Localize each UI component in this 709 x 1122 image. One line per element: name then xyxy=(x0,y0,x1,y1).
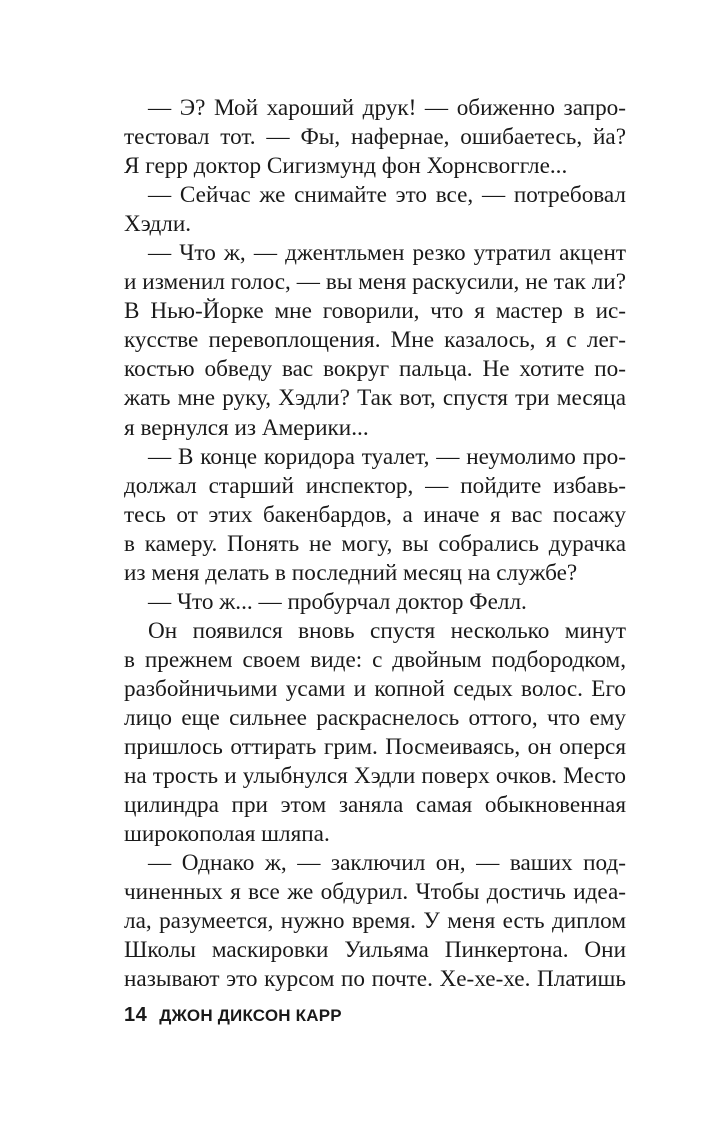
text-line: широкополая шляпа. xyxy=(124,821,330,848)
text-line: — В конце коридора туалет, — неумолимо про- xyxy=(148,443,626,470)
text-line: тестовал тот. — Фы, нафернае, ошибаетесь, йа? xyxy=(124,124,626,151)
text-line: — Сейчас же снимайте это все, — потребовал xyxy=(148,182,626,209)
text-line: Я герр доктор Сигизмунд фон Хорнсвоггле... xyxy=(124,153,568,180)
text-line: в прежнем своем виде: с двойным подбородком, xyxy=(124,646,626,673)
text-line: Он появился вновь спустя несколько минут xyxy=(148,617,626,644)
text-line: тесь от этих бакенбардов, а иначе я вас посажу xyxy=(124,501,626,528)
text-line: В Нью-Йорке мне говорили, что я мастер в ис- xyxy=(124,298,626,325)
running-head-author: ДЖОН ДИКСОН КАРР xyxy=(159,1006,342,1025)
text-line: — Однако ж, — заключил он, — ваших под- xyxy=(148,850,626,877)
text-line: на трость и улыбнулся Хэдли поверх очков. Место xyxy=(124,763,626,790)
page-footer xyxy=(124,1000,342,1030)
text-line: и изменил голос, — вы меня раскусили, не так ли? xyxy=(124,269,626,296)
body-text xyxy=(124,94,626,994)
text-line: чиненных я все же обдурил. Чтобы достичь идеа- xyxy=(124,879,626,906)
text-line: ла, разумеется, нужно время. У меня есть диплом xyxy=(124,908,626,935)
text-line: — Что ж, — джентльмен резко утратил акцент xyxy=(148,240,626,267)
text-line: Школы маскировки Уильяма Пинкертона. Они xyxy=(124,937,626,964)
text-line: цилиндра при этом заняла самая обыкновенная xyxy=(124,792,626,819)
text-line: я вернулся из Америки... xyxy=(124,414,369,441)
text-line: пришлось оттирать грим. Посмеиваясь, он оперся xyxy=(124,734,626,761)
text-line: лицо еще сильнее раскраснелось оттого, что ему xyxy=(124,704,626,731)
text-line: — Что ж... — пробурчал доктор Фелл. xyxy=(148,588,527,615)
page-number: 14 xyxy=(124,1004,148,1026)
text-line: — Э? Мой хароший друк! — обиженно запро- xyxy=(148,95,626,121)
text-line: называют это курсом по почте. Хе-хе-хе. Платишь xyxy=(124,966,626,993)
text-line: Хэдли. xyxy=(124,211,192,238)
text-line: костью обведу вас вокруг пальца. Не хотите по- xyxy=(124,356,626,383)
text-line: разбойничьими усами и копной седых волос. Его xyxy=(124,675,626,702)
text-line: из меня делать в последний месяц на службе? xyxy=(124,559,578,586)
text-line: должал старший инспектор, — пойдите избавь- xyxy=(124,472,626,499)
text-line: жать мне руку, Хэдли? Так вот, спустя три месяца xyxy=(124,385,626,412)
text-line: в камеру. Понять не могу, вы собрались дурачка xyxy=(124,530,626,557)
text-line: кусстве перевоплощения. Мне казалось, я с лег- xyxy=(124,327,626,354)
